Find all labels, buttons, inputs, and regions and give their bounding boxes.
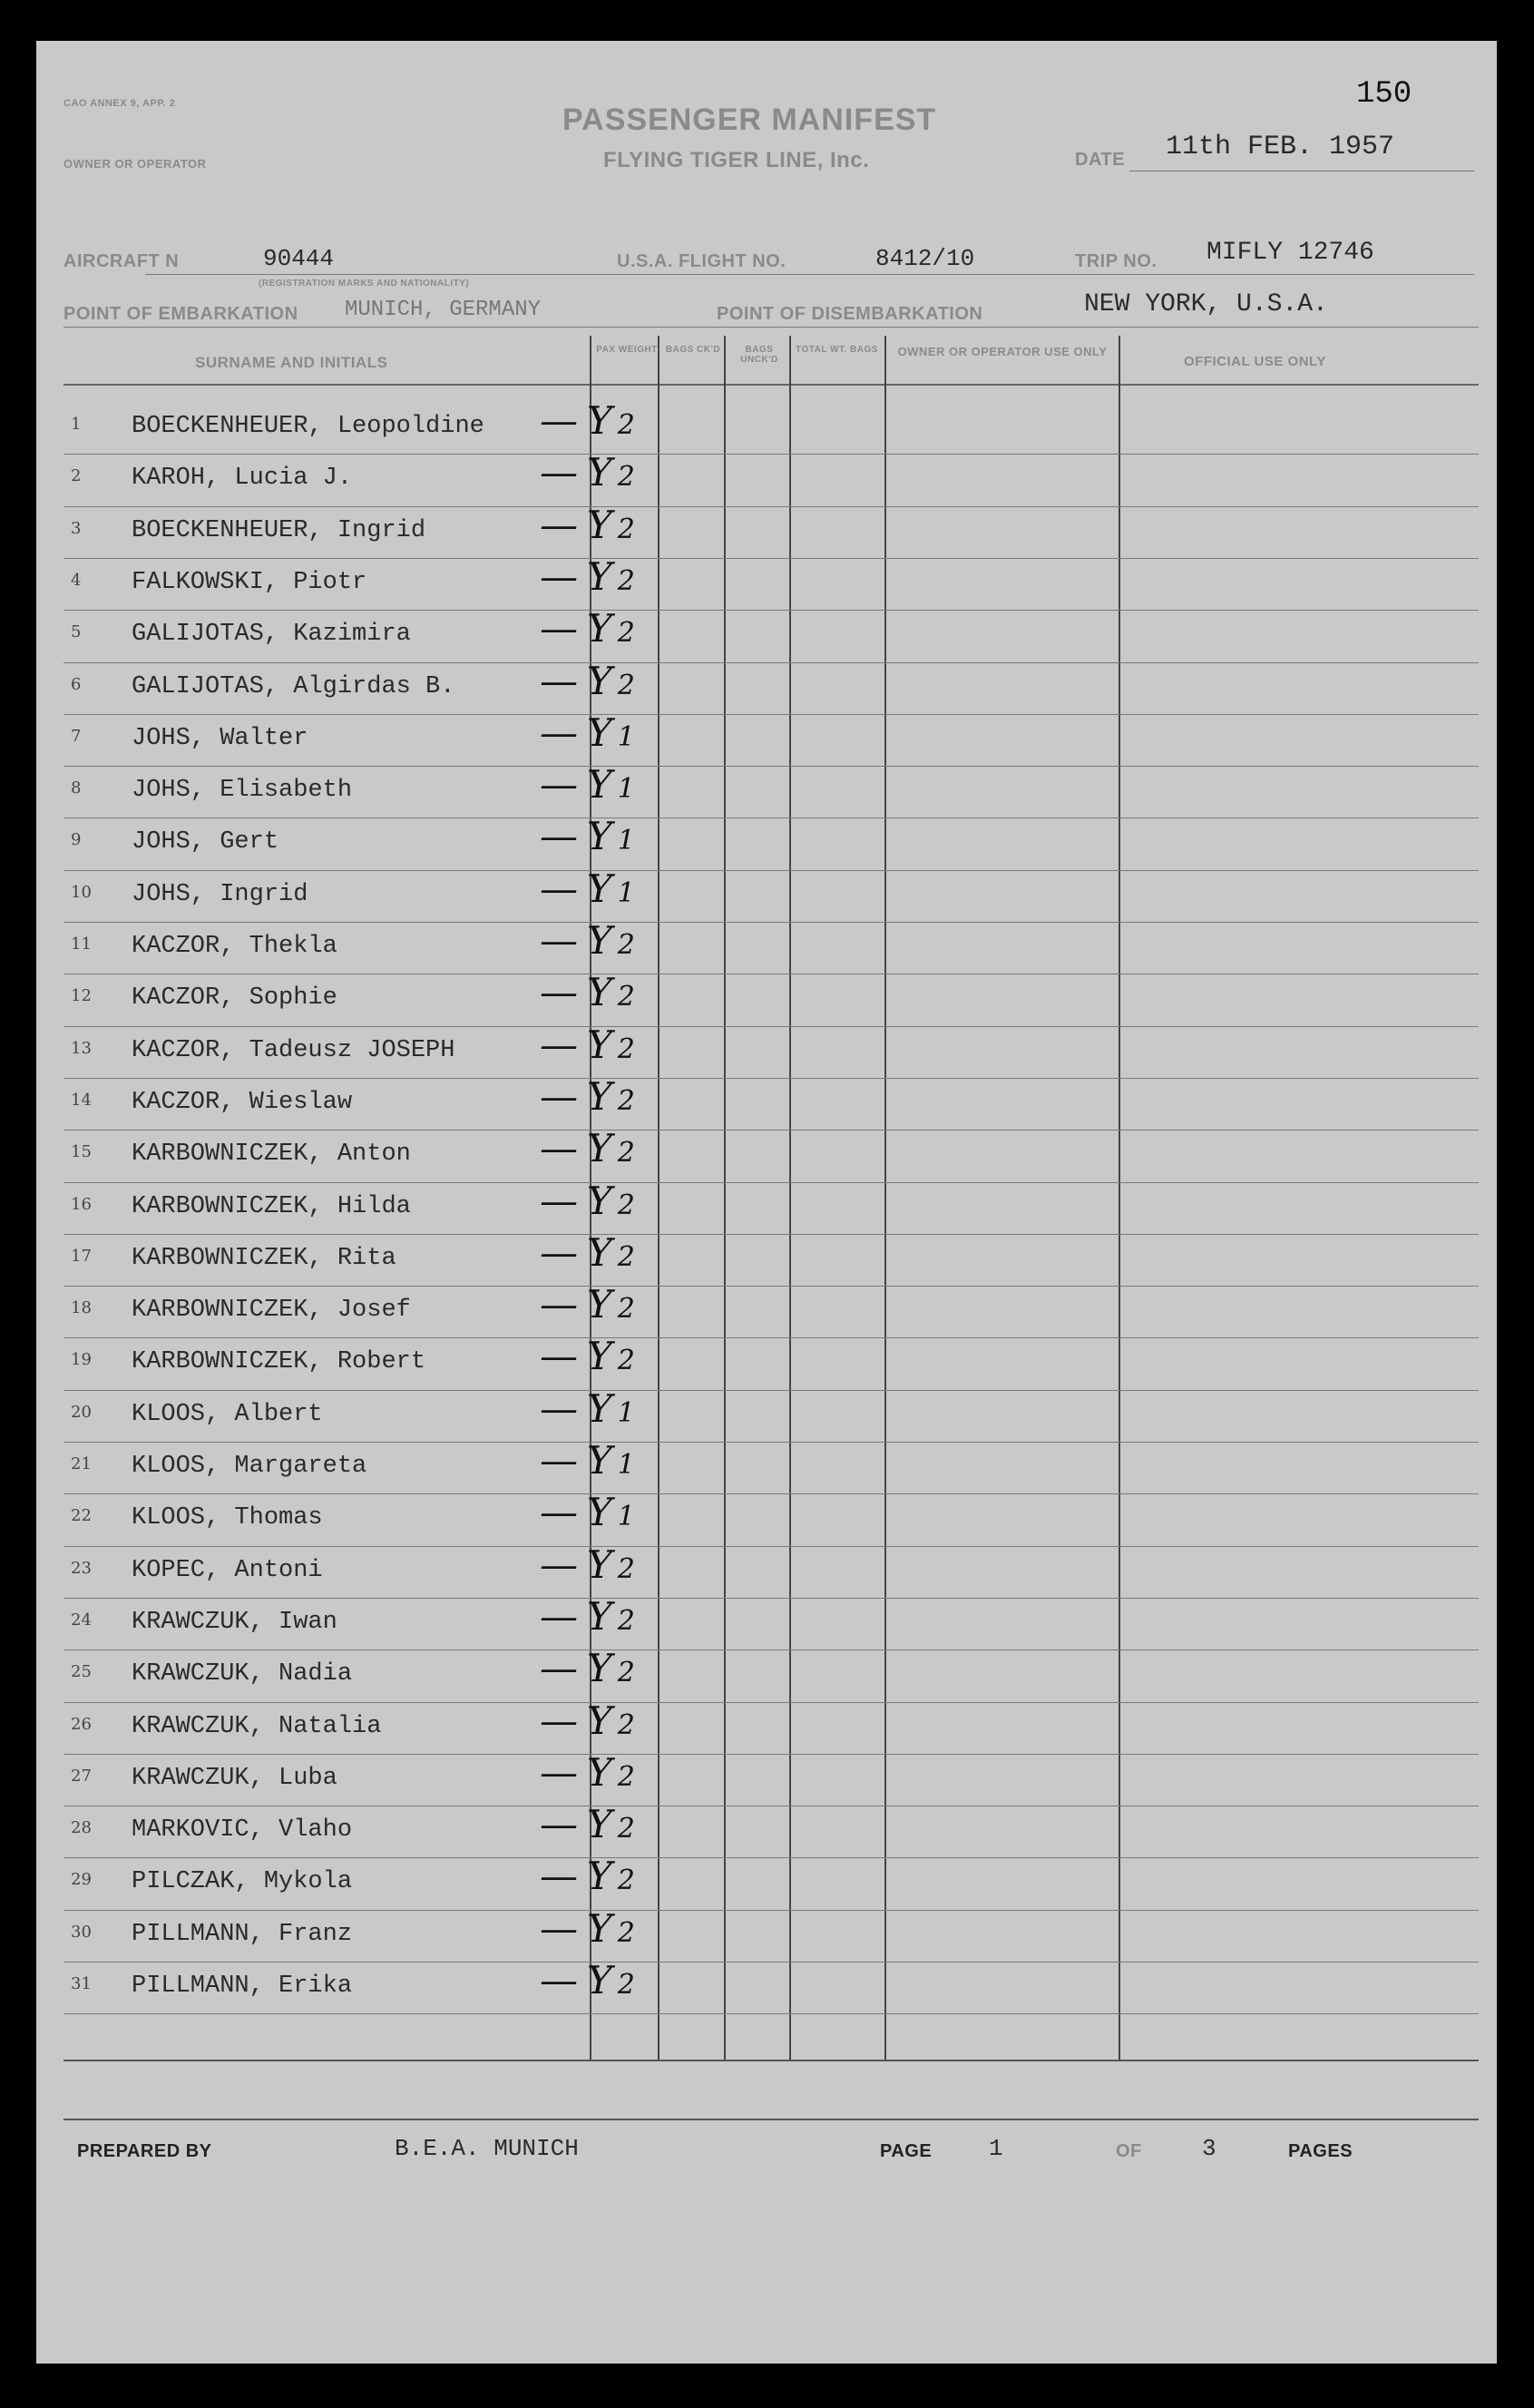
pax-mark: Y	[587, 1385, 612, 1431]
pax-mark: Y	[587, 1698, 612, 1743]
checkin-mark: — Y 2	[540, 1178, 635, 1223]
owner-label: OWNER OR OPERATOR	[64, 157, 207, 171]
passenger-name: PILCZAK, Mykola	[132, 1868, 353, 1896]
passenger-name: JOHS, Walter	[132, 724, 308, 752]
row-number: 10	[71, 882, 92, 902]
bags-checked: 2	[617, 1865, 635, 1897]
passenger-name: JOHS, Elisabeth	[132, 777, 353, 805]
bags-checked: 2	[617, 669, 635, 701]
row-number: 16	[71, 1194, 92, 1214]
passenger-name: KARBOWNICZEK, Josef	[132, 1297, 411, 1325]
passenger-name: FALKOWSKI, Piotr	[132, 568, 367, 596]
pax-mark: Y	[587, 1646, 612, 1691]
pax-mark: Y	[587, 762, 612, 808]
pax-mark: Y	[587, 658, 612, 703]
checkin-mark: — Y 2	[540, 1593, 635, 1639]
passenger-name: GALIJOTAS, Kazimira	[132, 621, 411, 649]
bags-checked: 2	[617, 1293, 635, 1326]
bags-checked: 2	[617, 1760, 635, 1793]
passenger-name: JOHS, Gert	[132, 828, 279, 857]
checkin-mark: — Y 2	[540, 1229, 635, 1275]
pax-mark: Y	[587, 710, 612, 755]
passenger-name: BOECKENHEUER, Leopoldine	[132, 413, 484, 440]
pax-mark: Y	[587, 1178, 612, 1223]
pages-label: PAGES	[1288, 2141, 1353, 2161]
pax-mark: Y	[587, 1542, 612, 1587]
checkin-mark: — Y 2	[540, 1905, 635, 1951]
passenger-name: MARKOVIC, Vlaho	[132, 1816, 353, 1845]
checkin-mark: — Y 2	[540, 1749, 635, 1795]
prepared-by-value: B.E.A. MUNICH	[395, 2135, 579, 2162]
checkin-mark: — Y 2	[540, 398, 635, 443]
row-number: 3	[71, 518, 82, 538]
checkin-mark: — Y 2	[540, 1542, 635, 1587]
prepared-by-label: PREPARED BY	[77, 2141, 212, 2161]
checkin-mark: — Y 2	[540, 450, 635, 495]
disembark-value: NEW YORK, U.S.A.	[1084, 290, 1328, 318]
checkin-mark: — Y 2	[540, 1126, 635, 1171]
passenger-name: JOHS, Ingrid	[132, 880, 308, 908]
bags-checked: 2	[617, 461, 635, 494]
registration-note: (REGISTRATION MARKS AND NATIONALITY)	[259, 279, 470, 289]
row-number: 29	[71, 1870, 92, 1890]
pax-mark: Y	[587, 1229, 612, 1275]
of-label: OF	[1116, 2141, 1142, 2161]
trip-label: TRIP NO.	[1075, 251, 1158, 271]
manifest-title: PASSENGER MANIFEST	[562, 103, 937, 137]
passenger-name: PILLMANN, Erika	[132, 1972, 353, 2000]
manifest-sheet	[36, 41, 1497, 2364]
bags-checked: 2	[617, 1916, 635, 1949]
row-number: 18	[71, 1298, 92, 1318]
checkin-mark: — Y 2	[540, 970, 635, 1015]
passenger-name: KARBOWNICZEK, Robert	[132, 1348, 426, 1376]
pax-mark: Y	[587, 866, 612, 911]
checkin-mark: — Y 2	[540, 553, 635, 599]
flight-value: 8412/10	[875, 245, 975, 272]
pax-mark: Y	[587, 450, 612, 495]
pax-mark: Y	[587, 970, 612, 1015]
pax-mark: Y	[587, 1073, 612, 1119]
pax-mark: Y	[587, 1282, 612, 1327]
pax-mark: Y	[587, 606, 612, 651]
row-number: 7	[71, 726, 82, 746]
passenger-name: KACZOR, Tadeusz JOSEPH	[132, 1036, 455, 1064]
bags-checked: 2	[617, 409, 635, 441]
checkin-mark: — Y 2	[540, 918, 635, 963]
col-bags-unck: BAGS UNCK'D	[740, 345, 778, 365]
row-number: 6	[71, 674, 82, 694]
passenger-name: PILLMANN, Franz	[132, 1920, 353, 1948]
form-code: CAO ANNEX 9, APP. 2	[64, 98, 176, 109]
pax-mark: Y	[587, 1958, 612, 2002]
bags-checked: 2	[617, 1033, 635, 1065]
row-number: 23	[71, 1558, 92, 1578]
passenger-name: KRAWCZUK, Luba	[132, 1764, 337, 1792]
passenger-name: KRAWCZUK, Iwan	[132, 1608, 337, 1636]
bags-checked: 2	[617, 1969, 635, 2001]
row-number: 11	[71, 935, 92, 954]
passenger-name: KACZOR, Sophie	[132, 984, 337, 1013]
checkin-mark: — Y 1	[540, 1438, 635, 1483]
bags-checked: 2	[617, 929, 635, 961]
checkin-mark: — Y 2	[540, 1646, 635, 1691]
bags-checked: 2	[617, 981, 635, 1013]
row-number: 20	[71, 1402, 92, 1422]
checkin-mark: — Y 1	[540, 814, 635, 859]
checkin-mark: — Y 2	[540, 1073, 635, 1119]
aircraft-value: 90444	[263, 245, 335, 272]
bags-checked: 2	[617, 1708, 635, 1741]
passenger-name: BOECKENHEUER, Ingrid	[132, 516, 426, 544]
passenger-name: GALIJOTAS, Algirdas B.	[132, 672, 455, 700]
col-official: OFFICIAL USE ONLY	[1184, 354, 1326, 369]
row-number: 24	[71, 1610, 92, 1630]
bags-checked: 2	[617, 564, 635, 597]
passenger-name: KACZOR, Wieslaw	[132, 1088, 353, 1116]
pax-mark: Y	[587, 918, 612, 963]
passenger-name: KOPEC, Antoni	[132, 1556, 323, 1584]
date-label: DATE	[1075, 150, 1125, 170]
passenger-name: KARBOWNICZEK, Hilda	[132, 1192, 411, 1220]
passenger-name: KLOOS, Albert	[132, 1400, 323, 1428]
bags-checked: 1	[617, 720, 635, 753]
pax-mark: Y	[587, 1749, 612, 1795]
pax-mark: Y	[587, 1854, 612, 1899]
row-number: 21	[71, 1454, 92, 1473]
bags-checked: 2	[617, 1137, 635, 1170]
passenger-name: KLOOS, Margareta	[132, 1453, 367, 1480]
pax-mark: Y	[587, 1802, 612, 1847]
checkin-mark: — Y 2	[540, 1854, 635, 1899]
pax-mark: Y	[587, 1022, 612, 1067]
checkin-mark: — Y 2	[540, 1958, 635, 2002]
pax-mark: Y	[587, 1593, 612, 1639]
passenger-name: KACZOR, Thekla	[132, 933, 337, 960]
row-number: 4	[71, 570, 82, 590]
bags-checked: 1	[617, 876, 635, 909]
checkin-mark: — Y 2	[540, 502, 635, 547]
page-label: PAGE	[880, 2141, 933, 2161]
pax-mark: Y	[587, 1438, 612, 1483]
bags-checked: 2	[617, 1657, 635, 1689]
pax-mark: Y	[587, 398, 612, 443]
bags-checked: 2	[617, 513, 635, 545]
checkin-mark: — Y 1	[540, 762, 635, 808]
row-number: 2	[71, 466, 82, 486]
checkin-mark: — Y 2	[540, 658, 635, 703]
embark-value: MUNICH, GERMANY	[345, 298, 542, 322]
pax-mark: Y	[587, 814, 612, 859]
embark-label: POINT OF EMBARKATION	[64, 304, 298, 324]
pax-mark: Y	[587, 1490, 612, 1535]
row-number: 1	[71, 415, 82, 434]
col-bags-ckd: BAGS CK'D	[665, 345, 721, 355]
passenger-name: KARBOWNICZEK, Rita	[132, 1244, 396, 1272]
checkin-mark: — Y 1	[540, 1490, 635, 1535]
bags-checked: 1	[617, 1501, 635, 1533]
trip-value: MIFLY 12746	[1207, 239, 1374, 267]
row-number: 14	[71, 1090, 92, 1110]
checkin-mark: — Y 2	[540, 1334, 635, 1379]
row-number: 27	[71, 1766, 92, 1786]
bags-checked: 2	[617, 1552, 635, 1585]
checkin-mark: — Y 2	[540, 606, 635, 651]
row-number: 31	[71, 1974, 92, 1993]
row-number: 15	[71, 1142, 92, 1162]
row-number: 30	[71, 1922, 92, 1942]
checkin-mark: — Y 2	[540, 1022, 635, 1067]
row-number: 13	[71, 1038, 92, 1058]
bags-checked: 1	[617, 1449, 635, 1481]
row-number: 9	[71, 830, 82, 850]
page-value: 1	[989, 2135, 1003, 2162]
row-number: 25	[71, 1662, 92, 1682]
row-number: 26	[71, 1714, 92, 1734]
col-owner-use: OWNER OR OPERATOR USE ONLY	[897, 345, 1108, 358]
pax-mark: Y	[587, 1126, 612, 1171]
row-number: 19	[71, 1350, 92, 1370]
checkin-mark: — Y 1	[540, 710, 635, 755]
col-surname: SURNAME AND INITIALS	[195, 354, 388, 371]
row-number: 12	[71, 986, 92, 1006]
row-number: 17	[71, 1246, 92, 1266]
col-total-wt: TOTAL WT. BAGS	[796, 345, 878, 355]
disembark-label: POINT OF DISEMBARKATION	[717, 304, 983, 324]
bags-checked: 2	[617, 1813, 635, 1845]
pax-mark: Y	[587, 1334, 612, 1379]
pax-mark: Y	[587, 502, 612, 547]
aircraft-label: AIRCRAFT N	[64, 251, 180, 271]
page-number-stamp: 150	[1356, 77, 1412, 112]
row-number: 8	[71, 778, 82, 798]
bags-checked: 2	[617, 1084, 635, 1117]
passenger-name: KAROH, Lucia J.	[132, 465, 353, 493]
row-number: 28	[71, 1818, 92, 1838]
of-value: 3	[1202, 2135, 1216, 2162]
checkin-mark: — Y 1	[540, 1385, 635, 1431]
checkin-mark: — Y 2	[540, 1698, 635, 1743]
pax-mark: Y	[587, 553, 612, 599]
checkin-mark: — Y 1	[540, 866, 635, 911]
bags-checked: 2	[617, 1604, 635, 1637]
checkin-mark: — Y 2	[540, 1802, 635, 1847]
row-number: 5	[71, 622, 82, 642]
flight-label: U.S.A. FLIGHT NO.	[617, 251, 787, 271]
passenger-name: KRAWCZUK, Nadia	[132, 1660, 353, 1689]
checkin-mark: — Y 2	[540, 1282, 635, 1327]
passenger-name: KLOOS, Thomas	[132, 1504, 323, 1532]
bags-checked: 2	[617, 617, 635, 650]
bags-checked: 1	[617, 825, 635, 857]
bags-checked: 2	[617, 1345, 635, 1377]
bags-checked: 1	[617, 1396, 635, 1429]
bags-checked: 2	[617, 1240, 635, 1273]
bags-checked: 1	[617, 773, 635, 806]
pax-mark: Y	[587, 1905, 612, 1951]
passenger-name: KRAWCZUK, Natalia	[132, 1712, 382, 1740]
col-pax-weight: PAX WEIGHT	[596, 345, 658, 355]
bags-checked: 2	[617, 1189, 635, 1221]
row-number: 22	[71, 1506, 92, 1526]
airline-name: FLYING TIGER LINE, Inc.	[603, 148, 870, 172]
date-value: 11th FEB. 1957	[1166, 132, 1395, 162]
passenger-name: KARBOWNICZEK, Anton	[132, 1140, 411, 1169]
